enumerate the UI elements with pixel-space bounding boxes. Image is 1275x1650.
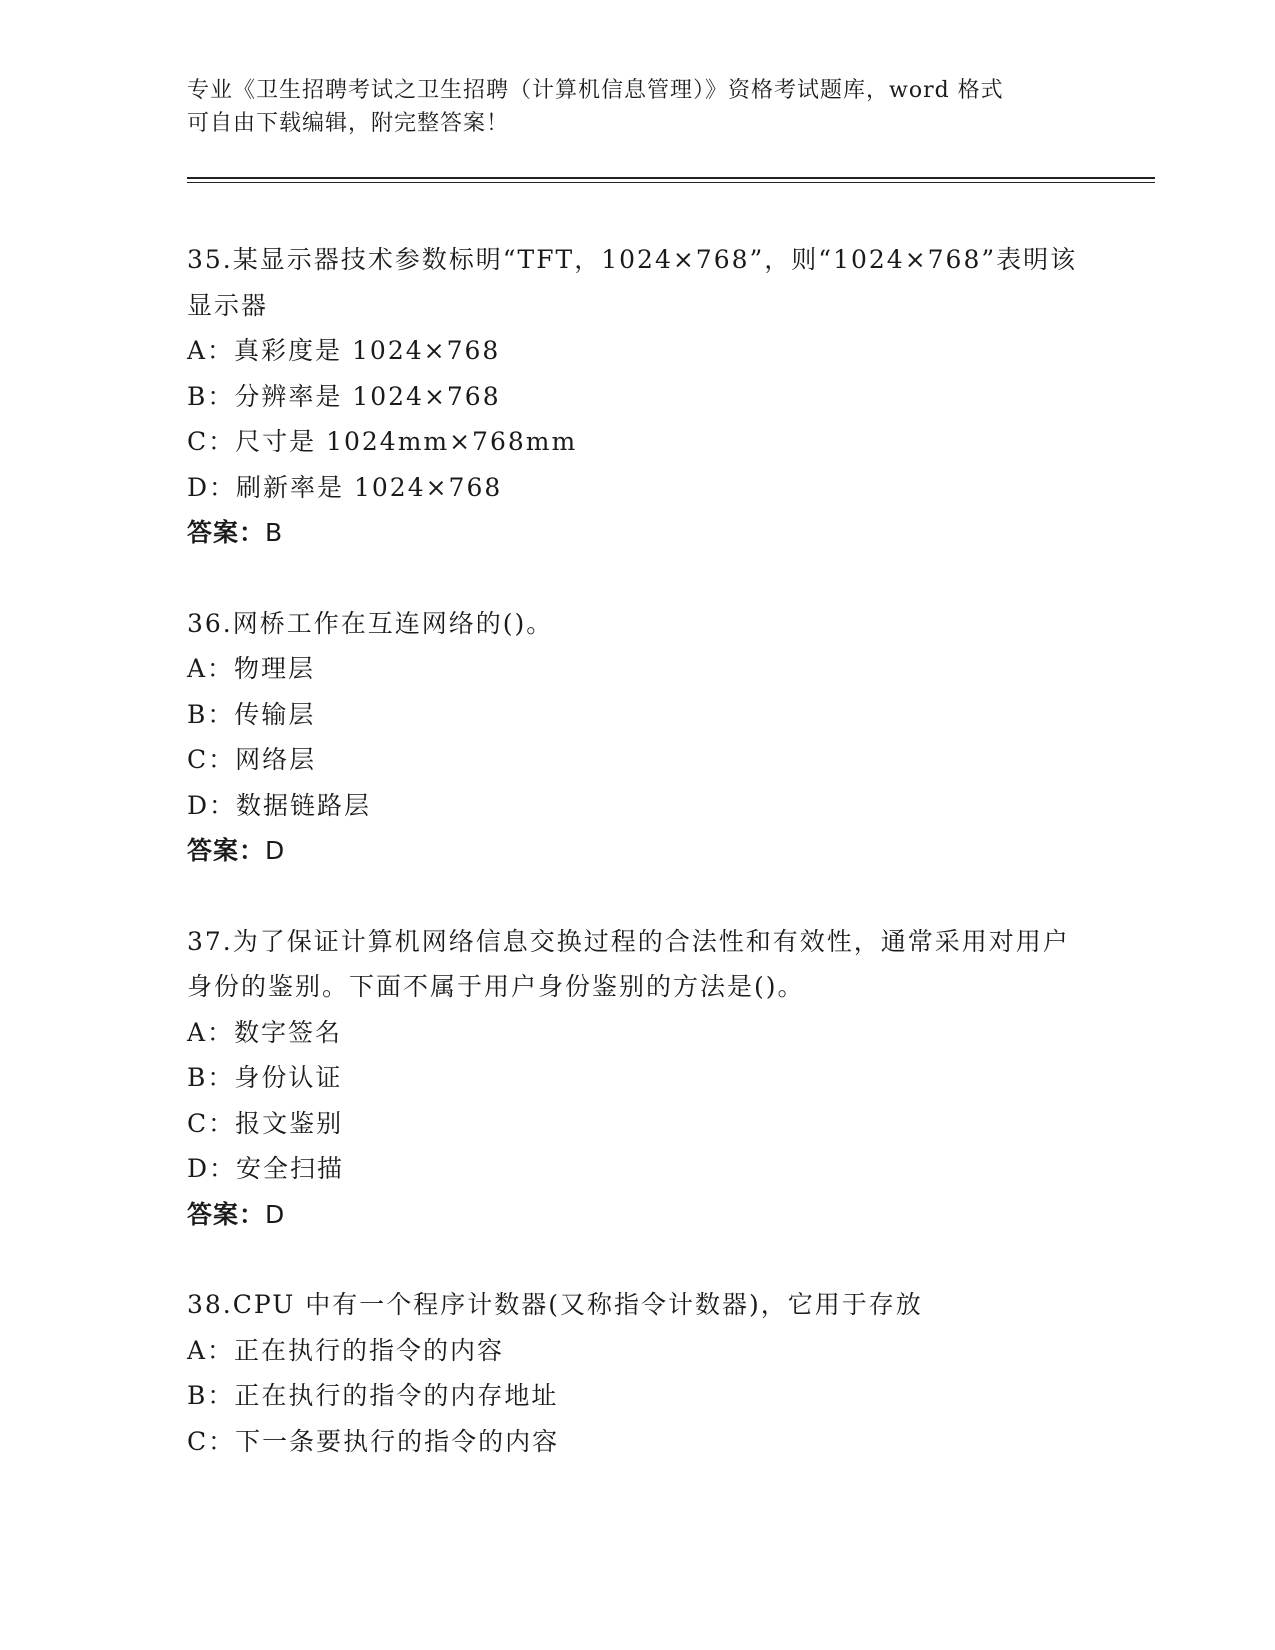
header-divider-thick (187, 177, 1155, 179)
option-a: A：真彩度是 1024×768 (187, 336, 501, 365)
option-c: C：网络层 (187, 745, 317, 774)
answer-label: 答案： (187, 836, 266, 865)
answer-label: 答案： (187, 518, 266, 547)
question-stem: 37.为了保证计算机网络信息交换过程的合法性和有效性，通常采用对用户身份的鉴别。下面不属于用户身份鉴别的方法是()。 (187, 926, 1070, 1001)
answer-value: D (265, 836, 286, 865)
header-line-2: 可自由下载编辑，附完整答案！ (187, 111, 510, 136)
answer-value: B (265, 518, 284, 547)
header-divider-thin (187, 182, 1155, 183)
option-d: D：数据链路层 (187, 790, 372, 820)
option-c: C：尺寸是 1024mm×768mm (187, 427, 578, 456)
option-d: D：刷新率是 1024×768 (187, 472, 503, 502)
question-stem: 36.网桥工作在互连网络的()。 (187, 608, 554, 638)
option-b: B：正在执行的指令的内存地址 (187, 1381, 559, 1410)
option-b: B：传输层 (187, 699, 316, 729)
option-d: D：安全扫描 (187, 1154, 345, 1183)
option-a: A：数字签名 (187, 1017, 343, 1047)
question-stem: 35.某显示器技术参数标明“TFT，1024×768”，则“1024×768”表明该显示器 (187, 245, 1078, 320)
answer-value: D (265, 1199, 286, 1229)
question-list (187, 237, 1087, 1509)
answer-line (187, 510, 1087, 556)
answer-line (187, 1192, 1087, 1238)
header-line-1: 专业《卫生招聘考试之卫生招聘（计算机信息管理）》资格考试题库，word 格式 (187, 78, 1004, 103)
option-c: C：下一条要执行的指令的内容 (187, 1426, 560, 1456)
option-a: A：正在执行的指令的内容 (187, 1335, 505, 1365)
question-37 (187, 919, 1087, 1238)
document-header (187, 74, 1087, 140)
answer-label: 答案： (187, 1199, 266, 1229)
option-c: C：报文鉴别 (187, 1108, 344, 1138)
question-35 (187, 237, 1087, 556)
option-b: B：身份认证 (187, 1063, 343, 1092)
answer-line (187, 828, 1087, 874)
question-stem: 38.CPU 中有一个程序计数器(又称指令计数器)，它用于存放 (187, 1290, 923, 1319)
option-b: B：分辨率是 1024×768 (187, 381, 501, 411)
question-38 (187, 1282, 1087, 1464)
option-a: A：物理层 (187, 654, 316, 683)
question-36 (187, 601, 1087, 874)
